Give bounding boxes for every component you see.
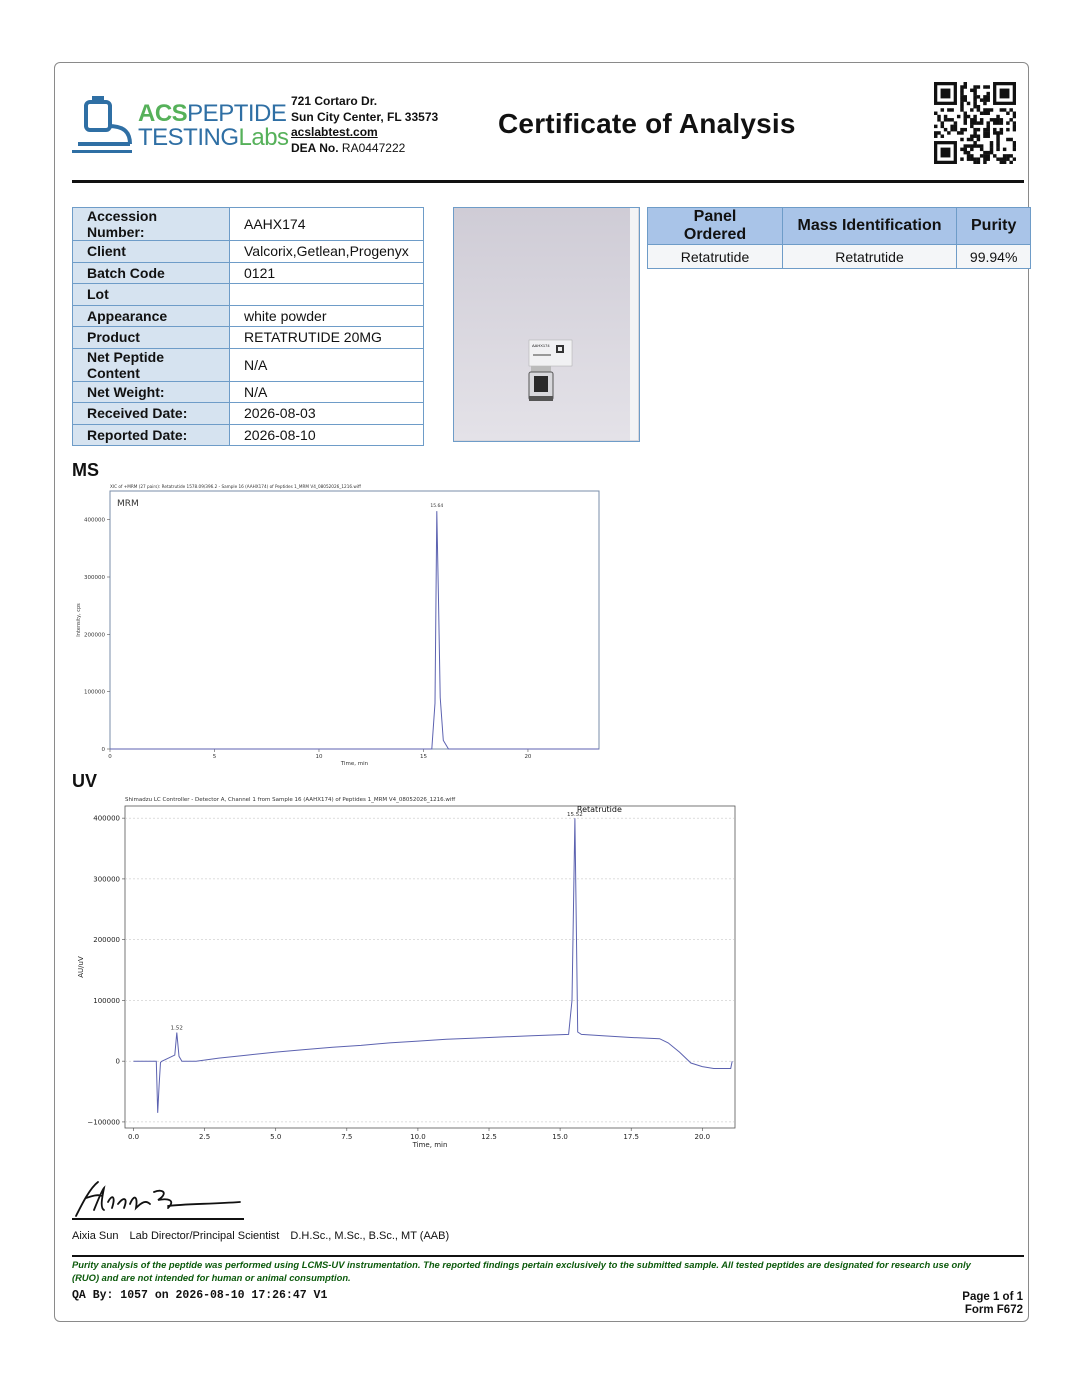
qr-module [973,85,976,88]
qr-module [983,108,986,111]
qr-module [1006,138,1009,141]
qr-module [973,131,976,134]
info-row [73,284,424,306]
qr-module [980,148,983,151]
signatory-credentials: D.H.Sc., M.Sc., B.Sc., MT (AAB) [290,1230,450,1242]
disclaimer-line1: Purity analysis of the peptide was performed using LCMS-UV instrumentation. The reported findings pertain exclusively to the submitted sample. All tested peptides are designated for research use only [72,1259,971,1270]
qr-module [1003,148,1006,151]
qr-module [944,115,947,118]
qr-module [937,115,940,118]
qr-module [964,121,967,124]
qr-module [950,108,953,111]
website-link[interactable]: acslabtest.com [291,125,378,139]
qr-module [960,128,963,131]
qr-module [970,108,973,111]
x-tick-label: 0 [108,754,112,760]
qr-module [964,112,967,115]
qr-module [993,121,996,124]
y-axis-label: Intensity, cps [76,603,82,637]
qr-module [980,121,983,124]
info-value: white powder [230,305,424,327]
y-tick-label: 300000 [84,575,105,581]
qr-module [973,92,976,95]
qr-module [970,121,973,124]
qr-module [1009,118,1012,121]
plot-area [125,806,735,1128]
qr-module [960,105,963,108]
qr-module [937,131,940,134]
qr-module [960,85,963,88]
qr-module [996,157,999,160]
qr-module [996,141,999,144]
ms-section-label: MS [72,460,99,480]
qr-module [950,118,953,121]
info-row [73,241,424,263]
qr-module [960,89,963,92]
qr-module [934,134,937,137]
qr-module [1000,108,1003,111]
qr-module [996,134,999,137]
qr-module [977,161,980,164]
qr-module [996,118,999,121]
qr-module [983,95,986,98]
qr-module [986,92,989,95]
y-tick-label: 400000 [84,517,105,524]
qr-module [990,151,993,154]
qr-module [973,118,976,121]
info-label: Accession Number: [73,208,230,241]
qr-module [1006,112,1009,115]
qr-module [970,125,973,128]
qr-module [944,118,947,121]
qr-module [986,125,989,128]
qr-module [964,118,967,121]
signatory-name: Aixia Sun [72,1230,119,1242]
qr-module [967,151,970,154]
qr-module [996,121,999,124]
uv-chart [72,792,752,1162]
qr-module [977,128,980,131]
vial-image [454,208,638,440]
qr-module [947,118,950,121]
qr-module [1013,112,1016,115]
qr-module [970,144,973,147]
qr-module [960,131,963,134]
x-tick-label: 10.0 [410,1133,426,1141]
header-mass-identification: Mass Identification [783,208,957,245]
qr-module [993,154,996,157]
qr-module [973,98,976,101]
qr-module [1003,157,1006,160]
qr-module [983,131,986,134]
qr-module [1003,108,1006,111]
result-panel: Retatrutide [648,245,783,269]
qr-module [1009,138,1012,141]
signatory-role: Lab Director/Principal Scientist [129,1230,280,1242]
info-row [73,305,424,327]
qr-module [973,144,976,147]
qr-module [1013,148,1016,151]
qr-module [941,121,944,124]
qr-module [990,148,993,151]
y-tick-label: 0 [115,1057,120,1066]
sample-photo [453,207,640,442]
qr-module [941,134,944,137]
logo-testing: TESTING [138,124,239,151]
qr-module [964,151,967,154]
header-purity: Purity [957,208,1031,245]
address-line2: Sun City Center, FL 33573 [291,109,439,124]
qr-module [947,131,950,134]
y-tick-label: 0 [101,747,105,753]
qr-module [964,85,967,88]
qr-module [964,95,967,98]
qa-stamp: QA By: 1057 on 2026-08-10 17:26:47 V1 [72,1289,328,1302]
qr-module [990,144,993,147]
form-number: Form F672 [964,1304,1023,1316]
qr-module [996,115,999,118]
qr-module [967,144,970,147]
qr-module [960,148,963,151]
qr-module [983,134,986,137]
x-tick-label: 7.5 [341,1133,353,1141]
y-tick-label: 100000 [93,996,120,1005]
chart-title: XIC of +MRM (27 pairs): Retatrutide 1578.09/396.2 - Sample 16 (AAHX174) of Peptides 1_MRM V4_08052026_1216.wiff [110,484,361,489]
qr-module [986,121,989,124]
qr-module [967,157,970,160]
qr-module [970,89,973,92]
qr-module [970,118,973,121]
qr-module [980,112,983,115]
results-table [647,207,1031,269]
info-value [230,284,424,306]
peak-label: 15.64 [430,504,444,510]
info-value: 2026-08-03 [230,403,424,425]
qr-module [973,157,976,160]
x-tick-label: 15 [419,754,427,760]
disclaimer [72,1258,1022,1284]
qr-module [983,151,986,154]
qr-finder-core [941,89,951,99]
qr-module [960,138,963,141]
qr-module [970,134,973,137]
y-tick-label: −100000 [87,1118,120,1127]
x-tick-label: 20 [524,754,532,760]
qr-module [973,105,976,108]
qr-module [1003,161,1006,164]
qr-module [996,144,999,147]
qr-finder-core [941,148,951,158]
logo-acs: ACS [138,100,188,127]
qr-module [986,112,989,115]
info-label: Net Weight: [73,381,230,403]
qr-module [990,118,993,121]
info-value: Valcorix,Getlean,Progenyx [230,241,424,263]
qr-module [986,108,989,111]
qr-module [941,125,944,128]
header-divider [72,180,1024,183]
page-info [962,1291,1023,1317]
qr-module [983,154,986,157]
qr-module [983,112,986,115]
qr-module [996,131,999,134]
qr-module [986,151,989,154]
disclaimer-line2: (RUO) and are not intended for human or animal consumption. [72,1272,351,1283]
page-number: Page 1 of 1 [962,1291,1023,1303]
qr-module [977,138,980,141]
qr-module [937,118,940,121]
lab-address [291,94,438,156]
qr-module [983,161,986,164]
qr-module [954,128,957,131]
vial-label: AAHX174 [532,343,550,348]
info-label: Batch Code [73,262,230,284]
qr-module [977,157,980,160]
info-label: Appearance [73,305,230,327]
qr-module [1000,161,1003,164]
qr-module [964,144,967,147]
info-value: N/A [230,381,424,403]
qr-module [977,108,980,111]
qr-module [967,102,970,105]
qr-module [993,131,996,134]
plot-area [110,491,599,749]
y-tick-label: 100000 [84,689,105,696]
qr-module [990,141,993,144]
result-purity: 99.94% [957,245,1031,269]
chart-title: Shimadzu LC Controller - Detector A, Channel 1 from Sample 16 (AAHX174) of Peptides 1_MRM V4_08052026_1216.wiff [125,797,456,803]
dea-label: DEA No. [291,140,339,155]
info-row [73,403,424,425]
qr-module [973,89,976,92]
info-value: N/A [230,348,424,381]
qr-module [993,128,996,131]
qr-module [1000,121,1003,124]
info-label: Client [73,241,230,263]
y-tick-label: 400000 [93,814,120,823]
y-tick-label: 300000 [93,875,120,884]
qr-module [967,115,970,118]
qr-module [973,128,976,131]
x-tick-label: 20.0 [694,1133,711,1141]
qr-module [1003,154,1006,157]
info-row [73,348,424,381]
qr-module [954,125,957,128]
qr-module [973,161,976,164]
qr-module [986,154,989,157]
qr-module [986,98,989,101]
qr-module [977,121,980,124]
qr-module [977,85,980,88]
info-label: Lot [73,284,230,306]
info-row [73,208,424,241]
qr-module [960,98,963,101]
qr-module [973,134,976,137]
qr-module [964,98,967,101]
qr-module [996,138,999,141]
info-row [73,262,424,284]
qr-module [960,102,963,105]
peak-annotation: Retatrutide [576,805,622,814]
result-mass-id: Retatrutide [783,245,957,269]
qr-module [970,138,973,141]
qr-module [977,134,980,137]
qr-module [1013,141,1016,144]
qr-module [1006,121,1009,124]
qr-module [986,134,989,137]
qr-module [950,125,953,128]
info-value: 2026-08-10 [230,424,424,446]
qr-module [934,131,937,134]
qr-module [1000,157,1003,160]
info-row [73,381,424,403]
x-axis-label: Time, min [340,761,369,767]
qr-module [960,157,963,160]
legend-label: MRM [117,499,139,509]
qr-module [964,148,967,151]
qr-code-icon[interactable] [934,82,1016,164]
qr-module [980,118,983,121]
qr-module [964,115,967,118]
y-tick-label: 200000 [84,632,105,639]
qr-module [973,102,976,105]
qr-module [964,82,967,85]
qr-module [970,157,973,160]
qr-module [983,128,986,131]
qr-module [967,154,970,157]
footer-divider [72,1255,1024,1257]
qr-module [1013,115,1016,118]
qr-module [973,141,976,144]
qr-module [973,95,976,98]
x-tick-label: 12.5 [481,1133,497,1141]
qr-module [1013,128,1016,131]
qr-module [980,154,983,157]
qr-module [960,108,963,111]
x-tick-label: 2.5 [199,1133,211,1141]
qr-module [970,148,973,151]
qr-module [1009,161,1012,164]
info-label: Net Peptide Content [73,348,230,381]
qr-module [1013,157,1016,160]
qr-module [983,85,986,88]
qr-module [1013,125,1016,128]
qr-module [1009,154,1012,157]
qr-module [983,157,986,160]
qr-module [986,128,989,131]
info-value: RETATRUTIDE 20MG [230,327,424,349]
qr-module [996,148,999,151]
x-tick-label: 10 [315,754,323,760]
y-axis-label: AU/uV [77,956,85,978]
peak-label: 1.52 [170,1025,183,1032]
qr-module [964,128,967,131]
qr-module [1013,121,1016,124]
info-label: Reported Date: [73,424,230,446]
address-line1: 721 Cortaro Dr. [291,94,378,108]
qr-module [950,128,953,131]
info-value: AAHX174 [230,208,424,241]
qr-module [1006,128,1009,131]
qr-module [960,95,963,98]
qr-module [944,128,947,131]
qr-module [986,131,989,134]
ms-chart [72,480,612,775]
x-tick-label: 15.0 [552,1133,568,1141]
qr-module [1009,108,1012,111]
qr-module [957,115,960,118]
qr-module [977,105,980,108]
qr-module [977,95,980,98]
info-row [73,327,424,349]
qr-module [941,108,944,111]
qr-module [973,121,976,124]
x-tick-label: 17.5 [623,1133,639,1141]
info-label: Received Date: [73,403,230,425]
y-tick-label: 200000 [93,936,120,945]
qr-module [954,121,957,124]
qr-module [980,98,983,101]
qr-module [983,102,986,105]
qr-module [990,108,993,111]
qr-module [967,138,970,141]
qr-module [957,131,960,134]
qr-finder-core [1000,89,1010,99]
qr-module [934,112,937,115]
qr-module [973,115,976,118]
qr-module [1006,154,1009,157]
signatory [72,1230,457,1242]
lab-logo [72,92,289,158]
qr-module [986,95,989,98]
qr-module [1006,157,1009,160]
qr-module [980,144,983,147]
qr-module [986,157,989,160]
document-title: Certificate of Analysis [498,108,796,139]
signature-line [72,1218,244,1220]
x-tick-label: 5.0 [270,1133,282,1141]
uv-section-label: UV [72,771,98,791]
info-row [73,424,424,446]
qr-module [1013,144,1016,147]
peak-label: 15.52 [567,812,583,819]
logo-labs: Labs [238,124,289,151]
qr-module [947,108,950,111]
dea-value: RA0447222 [341,140,406,155]
qr-module [983,98,986,101]
qr-module [970,154,973,157]
qr-module [993,118,996,121]
logo-peptide: PEPTIDE [187,100,287,127]
qr-module [1000,118,1003,121]
info-label: Product [73,327,230,349]
info-value: 0121 [230,262,424,284]
qr-module [934,125,937,128]
x-tick-label: 5 [212,754,217,760]
sample-info-table [72,207,424,446]
qr-module [986,85,989,88]
qr-module [1000,128,1003,131]
header-panel-ordered: Panel Ordered [648,208,783,245]
x-tick-label: 0.0 [127,1133,140,1141]
x-axis-label: Time, min [412,1141,448,1149]
qr-module [1000,131,1003,134]
qr-module [960,92,963,95]
qr-module [977,144,980,147]
